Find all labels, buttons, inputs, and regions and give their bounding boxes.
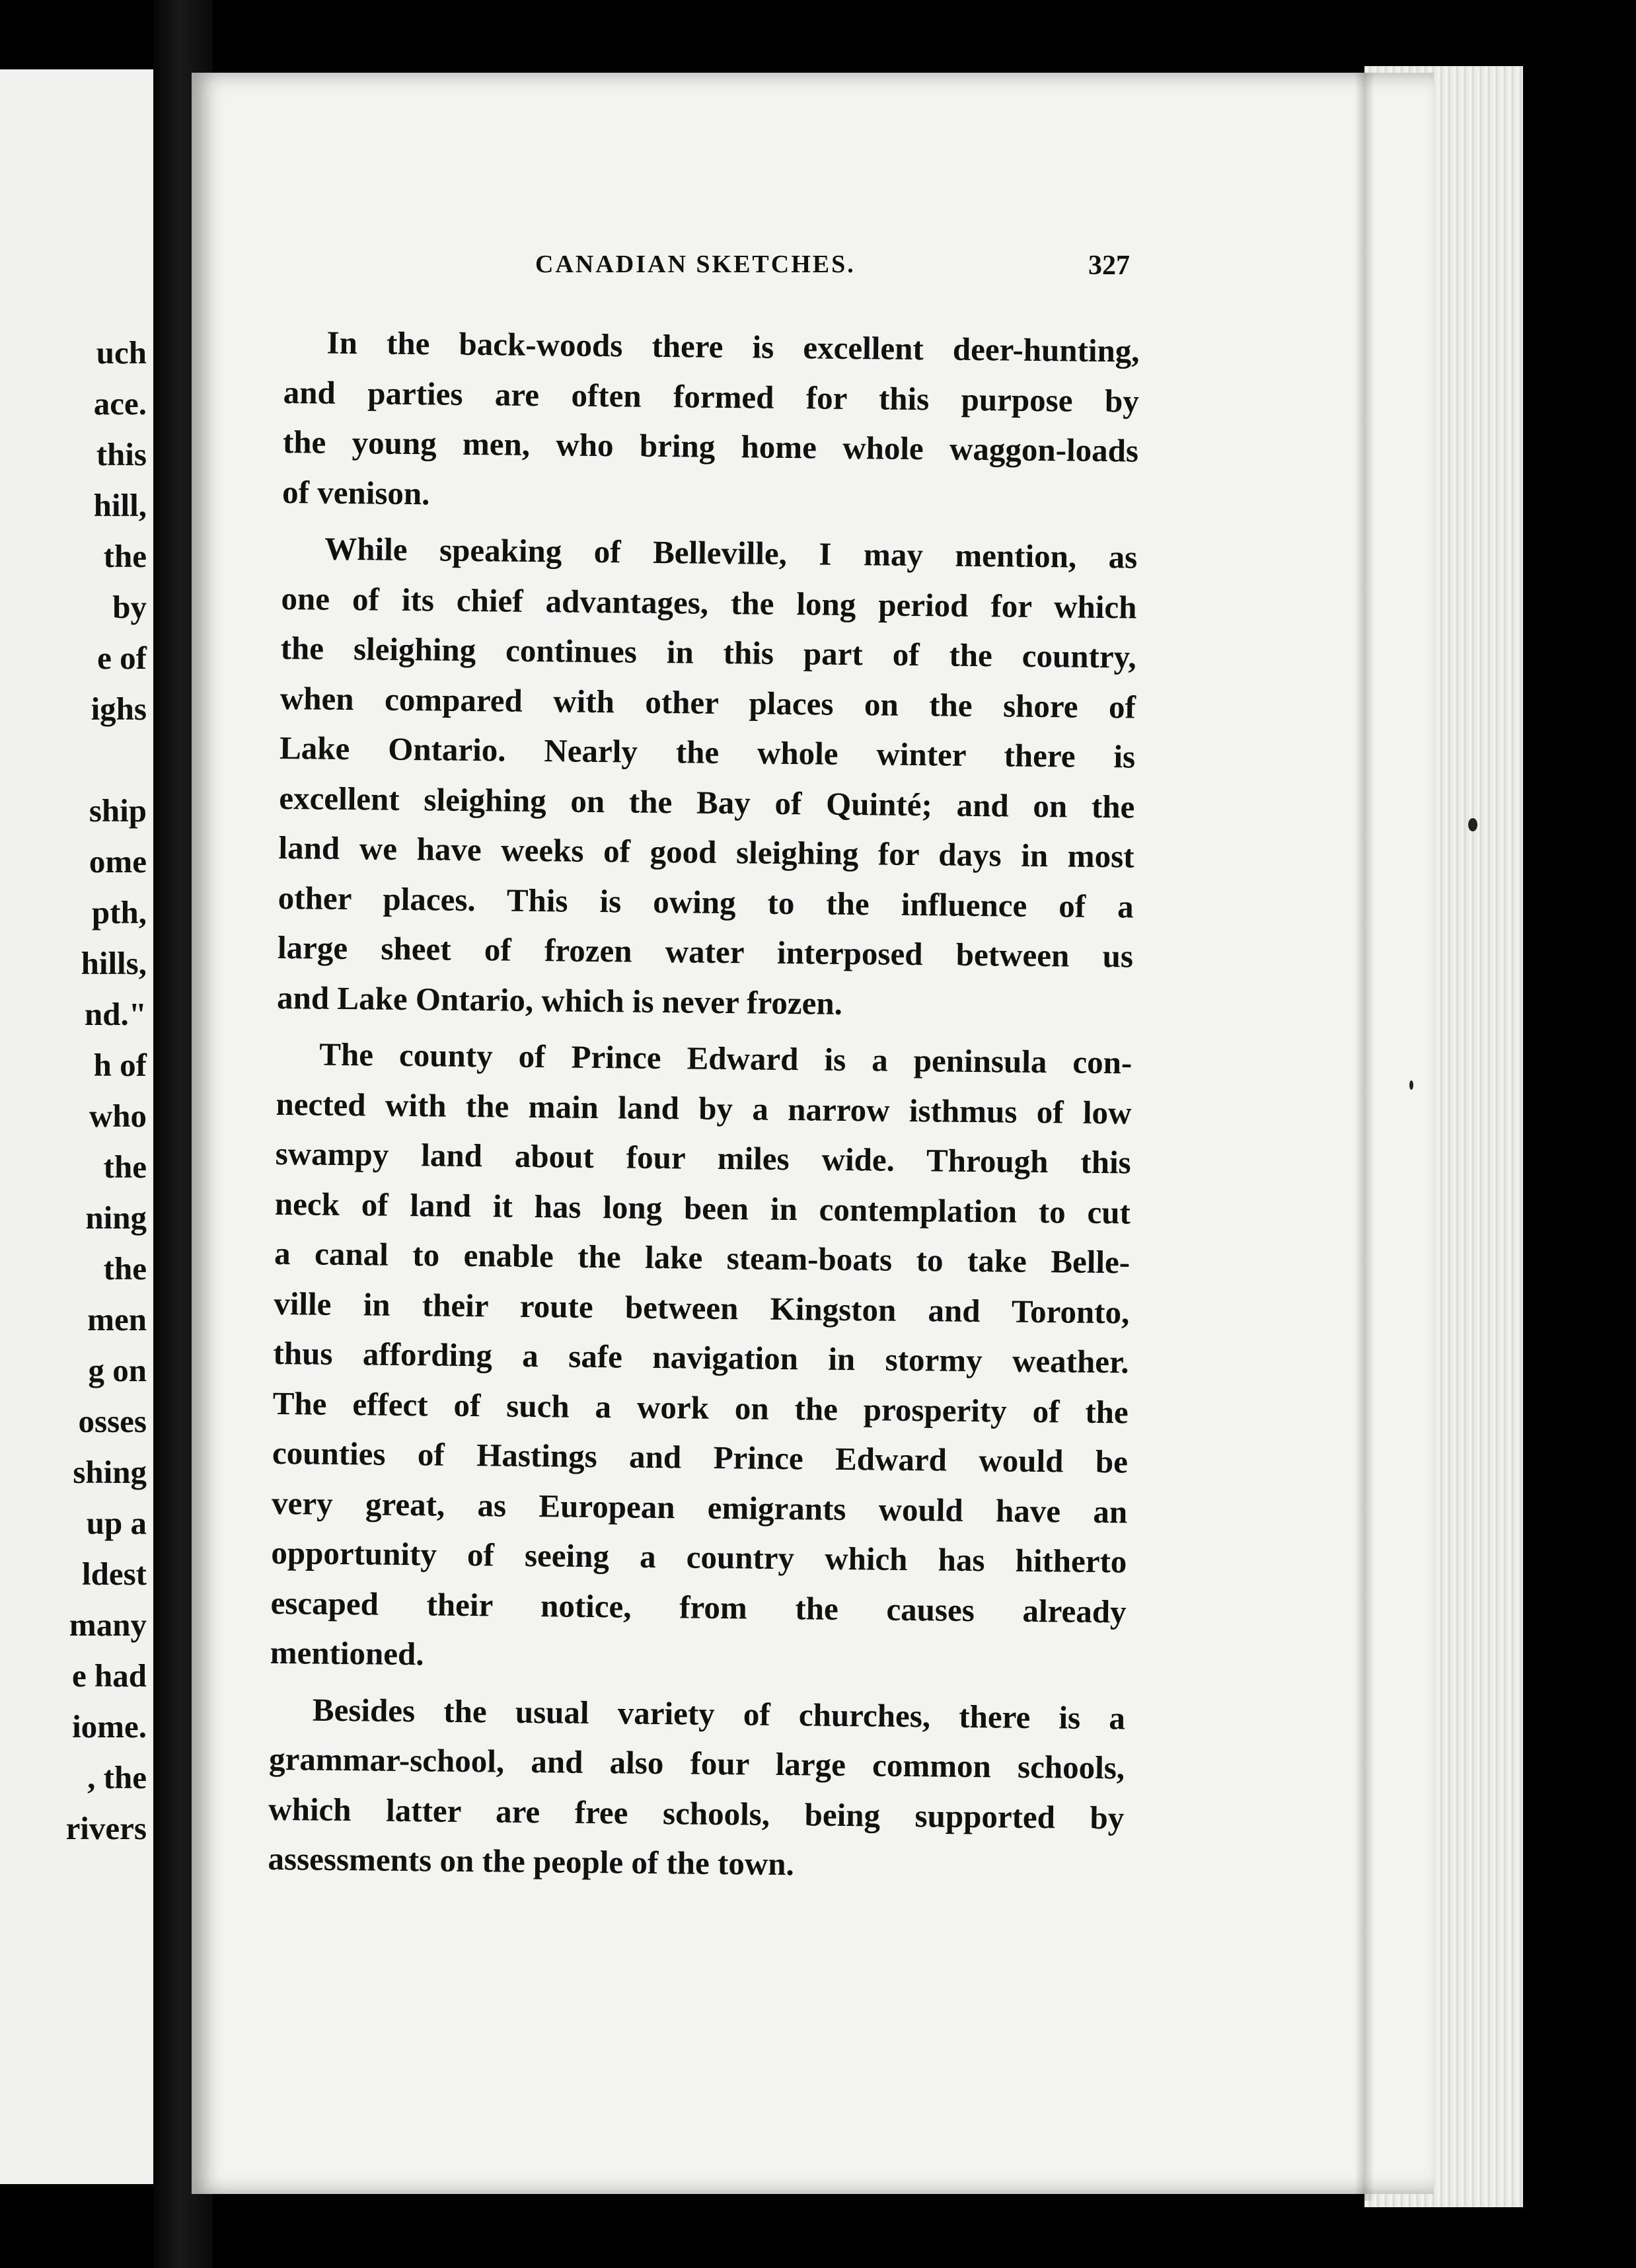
text-line: the young men, who bring home whole waggon-loads xyxy=(282,423,1139,469)
paragraph xyxy=(268,1684,1125,1893)
left-page-line: shing xyxy=(73,1454,147,1490)
left-page-line: men xyxy=(87,1301,147,1338)
text-line: grammar-school, and also four large common schools, xyxy=(268,1740,1125,1786)
text-line: very great, as European emigrants would have an xyxy=(271,1484,1128,1530)
page-edge-shadow xyxy=(1355,73,1374,2201)
left-page-line: nd." xyxy=(85,996,147,1032)
text-line: a canal to enable the lake steam-boats to take Belle- xyxy=(274,1234,1131,1281)
body-text xyxy=(268,317,1140,1893)
paragraph xyxy=(277,523,1138,1032)
left-page-line: the xyxy=(103,1149,147,1185)
left-page-line: osses xyxy=(78,1403,147,1439)
text-line: assessments on the people of the town. xyxy=(268,1840,795,1883)
text-line: In the back-woods there is excellent deer-hunting, xyxy=(326,324,1140,369)
left-page-line: g on xyxy=(88,1352,147,1388)
text-line: nected with the main land by a narrow isthmus of low xyxy=(276,1085,1132,1131)
text-line: Lake Ontario. Nearly the whole winter there is xyxy=(279,729,1136,775)
text-line: Besides the usual variety of churches, there is a xyxy=(312,1691,1126,1736)
left-page-line: ldest xyxy=(82,1556,147,1592)
page-header xyxy=(291,250,1130,289)
text-line: opportunity of seeing a country which has hitherto xyxy=(271,1534,1127,1580)
left-page-text xyxy=(0,327,147,1854)
text-line: land we have weeks of good sleighing for days in most xyxy=(278,829,1134,875)
page-number: 327 xyxy=(1088,250,1130,281)
text-line: mentioned. xyxy=(270,1634,424,1673)
left-page-line: who xyxy=(89,1098,147,1134)
text-line: and Lake Ontario, which is never frozen. xyxy=(276,979,843,1022)
text-line: of venison. xyxy=(281,473,430,511)
left-page-line: ace. xyxy=(93,385,147,422)
left-page-line: ighs xyxy=(91,691,147,727)
left-page-line: ome xyxy=(89,843,147,880)
text-line: thus affording a safe navigation in stormy weather. xyxy=(273,1334,1129,1380)
paragraph xyxy=(282,317,1140,526)
text-line: The county of Prince Edward is a peninsula con- xyxy=(319,1036,1133,1081)
left-page-line: ning xyxy=(85,1199,147,1236)
left-facing-page xyxy=(0,69,153,2184)
left-page-line: the xyxy=(103,1250,147,1287)
left-page-line: the xyxy=(103,538,147,574)
text-line: large sheet of frozen water interposed between us xyxy=(277,928,1134,975)
left-page-gap xyxy=(0,734,147,785)
text-line: escaped their notice, from the causes already xyxy=(270,1584,1127,1630)
left-page-line: iome. xyxy=(72,1708,147,1745)
text-line: excellent sleighing on the Bay of Quinté; and on the xyxy=(279,779,1135,825)
text-line: neck of land it has long been in contemplation to cut xyxy=(274,1185,1131,1230)
left-page-line: , the xyxy=(87,1759,147,1796)
left-page-line: ship xyxy=(89,792,147,829)
text-line: While speaking of Belleville, I may mention, as xyxy=(324,530,1138,576)
left-page-line: pth, xyxy=(91,894,147,930)
running-title: CANADIAN SKETCHES. xyxy=(535,250,856,278)
left-page-line: this xyxy=(96,436,147,472)
text-line: which latter are free schools, being supported by xyxy=(268,1790,1125,1836)
text-line: one of its chief advantages, the long period for which xyxy=(281,580,1137,626)
left-page-line: h of xyxy=(93,1047,147,1083)
left-page-line: hill, xyxy=(93,487,147,523)
text-line: The effect of such a work on the prosperity of the xyxy=(272,1384,1129,1430)
scan-speck xyxy=(1409,1080,1413,1090)
text-line: ville in their route between Kingston and Toronto, xyxy=(274,1285,1130,1330)
left-page-line: uch xyxy=(96,334,147,371)
text-line: the sleighing continues in this part of the country, xyxy=(280,629,1136,675)
scan-speck xyxy=(1468,818,1477,831)
text-line: other places. This is owing to the influence of a xyxy=(278,879,1134,925)
text-line: and parties are often formed for this purpose by xyxy=(283,373,1140,420)
text-line: swampy land about four miles wide. Through this xyxy=(275,1135,1131,1181)
left-page-line: rivers xyxy=(65,1810,147,1846)
left-page-line: e had xyxy=(71,1657,147,1694)
text-line: when compared with other places on the shore of xyxy=(279,679,1136,726)
paragraph xyxy=(270,1029,1132,1686)
left-page-line: many xyxy=(69,1606,147,1643)
left-page-line: by xyxy=(112,589,147,625)
left-page-line: hills, xyxy=(81,945,147,981)
left-page-line: up a xyxy=(86,1505,147,1541)
text-line: counties of Hastings and Prince Edward would be xyxy=(272,1434,1129,1480)
left-page-line: e of xyxy=(97,640,147,676)
